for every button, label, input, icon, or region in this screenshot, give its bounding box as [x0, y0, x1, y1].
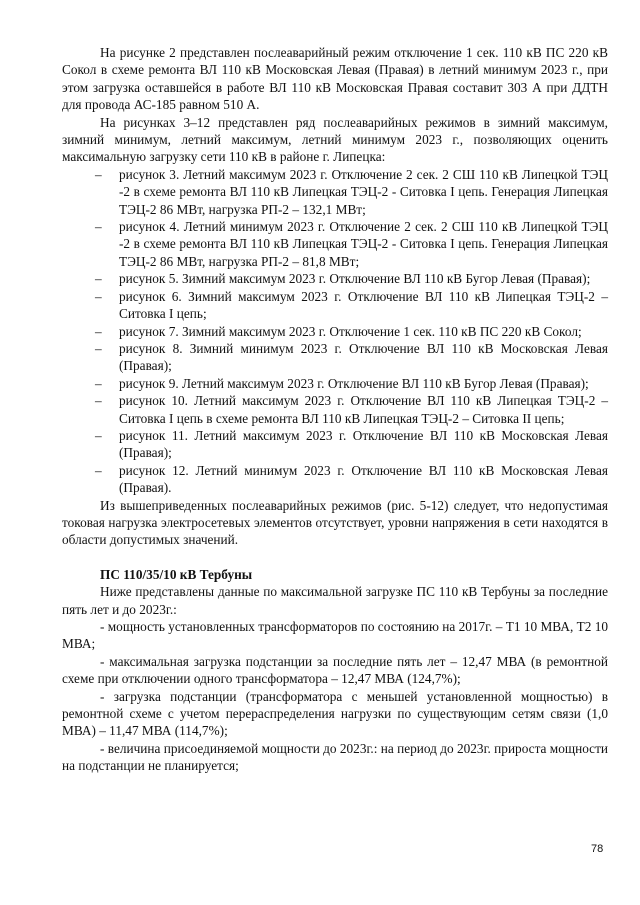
paragraph-figure-2: На рисунке 2 представлен послеаварийный режим отключение 1 сек. 110 кВ ПС 220 кВ Сокол в схеме ремонта ВЛ 110 кВ Московская Левая (Правая) в летний минимум 2023 г., при этом загрузка оставшейся в работе ВЛ 110 кВ Московская Правая составит 303 А при ДДТН для провода АС-185 равном 510 А. — [62, 45, 608, 113]
list-item — [62, 323, 608, 340]
list-item — [62, 270, 608, 287]
list-dash: – — [95, 462, 102, 478]
section-paragraph-max-load: - максимальная загрузка подстанции за последние пять лет – 12,47 МВА (в ремонтной схеме при отключении одного трансформатора – 12,47 МВА (124,7%); — [62, 653, 608, 687]
list-item — [62, 427, 608, 462]
list-dash: – — [95, 288, 102, 304]
list-item-text: рисунок 10. Летний максимум 2023 г. Отключение ВЛ 110 кВ Липецкая ТЭЦ-2 – Ситовка I цепь в схеме ремонта ВЛ 110 кВ Липецкая ТЭЦ-2 – Ситовка II цепь; — [119, 393, 608, 426]
list-item-text: рисунок 12. Летний минимум 2023 г. Отключение ВЛ 110 кВ Московская Левая (Правая). — [119, 462, 608, 496]
page-number: 78 — [591, 843, 604, 855]
list-item-text: рисунок 3. Летний максимум 2023 г. Отключение 2 сек. 2 СШ 110 кВ Липецкой ТЭЦ -2 в схеме ремонта ВЛ 110 кВ Липецкая ТЭЦ-2 - Ситовка I цепь. Генерация Липецкая ТЭЦ-2 86 МВт, нагрузка РП-2 – 132,1 МВт; — [119, 166, 608, 217]
list-item-text: рисунок 6. Зимний максимум 2023 г. Отключение ВЛ 110 кВ Липецкая ТЭЦ-2 – Ситовка I цепь; — [119, 288, 608, 322]
list-dash: – — [95, 271, 102, 287]
list-item-text: рисунок 4. Летний минимум 2023 г. Отключение 2 сек. 2 СШ 110 кВ Липецкой ТЭЦ -2 в схеме ремонта ВЛ 110 кВ Липецкая ТЭЦ-2 - Ситовка I цепь. Генерация Липецкая ТЭЦ-2 86 МВт, нагрузка РП-2 – 81,8 МВт; — [119, 219, 608, 269]
list-item — [62, 375, 608, 392]
list-dash: – — [95, 375, 102, 391]
list-item — [62, 218, 608, 270]
list-item-text: рисунок 5. Зимний максимум 2023 г. Отключение ВЛ 110 кВ Бугор Левая (Правая); — [119, 271, 591, 287]
list-item-text: рисунок 9. Летний максимум 2023 г. Отключение ВЛ 110 кВ Бугор Левая (Правая); — [119, 375, 589, 391]
list-item-text: рисунок 7. Зимний максимум 2023 г. Отключение 1 сек. 110 кВ ПС 220 кВ Сокол; — [119, 323, 582, 339]
paragraph-figures-intro: На рисунках 3–12 представлен ряд послеаварийных режимов в зимний максимум, зимний минимум, летний максимум, летний минимум 2023 г., позволяющих оценить максимальную загрузку сети 110 кВ в районе г. Липецка: — [62, 114, 608, 165]
list-item-text: рисунок 8. Зимний минимум 2023 г. Отключение ВЛ 110 кВ Московская Левая (Правая); — [119, 340, 608, 374]
list-dash: – — [95, 340, 102, 356]
list-item — [62, 288, 608, 323]
list-item-text: рисунок 11. Летний максимум 2023 г. Отключение ВЛ 110 кВ Московская Левая (Правая); — [119, 427, 608, 461]
list-item — [62, 166, 608, 218]
section-heading: ПС 110/35/10 кВ Тербуны — [100, 566, 253, 582]
list-dash: – — [95, 427, 102, 443]
section-paragraph-added-power: - величина присоединяемой мощности до 2023г.: на период до 2023г. прироста мощности на подстанции не планируется; — [62, 740, 609, 774]
paragraph-conclusion: Из вышеприведенных послеаварийных режимов (рис. 5-12) следует, что недопустимая токовая нагрузка электросетевых элементов отсутствует, уровни напряжения в сети находятся в области допустимых значений. — [62, 497, 608, 548]
list-dash: – — [95, 323, 102, 339]
list-dash: – — [95, 219, 102, 235]
page-content — [62, 44, 608, 775]
list-item — [62, 392, 608, 427]
section-paragraph-transformers: - мощность установленных трансформаторов по состоянию на 2017г. – Т1 10 МВА, Т2 10 МВА; — [62, 619, 608, 652]
figure-list — [62, 166, 608, 497]
list-dash: – — [95, 393, 102, 409]
section-paragraph-repair-load: - загрузка подстанции (трансформатора с меньшей установленной мощностью) в ремонтной схеме с учетом перераспределения нагрузки по существующим сетям связи (1,0 МВА) – 11,47 МВА (114,7%); — [62, 688, 608, 739]
section-paragraph-intro: Ниже представлены данные по максимальной загрузке ПС 110 кВ Тербуны за последние пять лет и до 2023г.: — [62, 584, 608, 617]
list-item — [62, 340, 608, 375]
list-item — [62, 462, 608, 497]
list-dash: – — [95, 166, 102, 182]
